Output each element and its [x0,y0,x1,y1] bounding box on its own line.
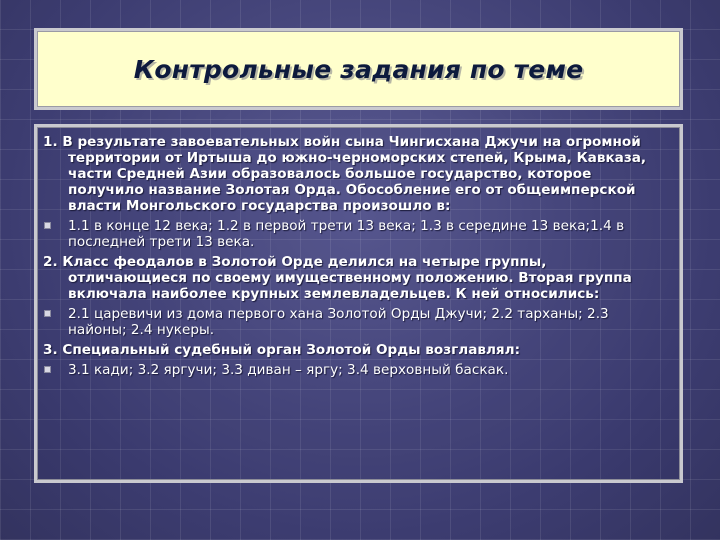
content-box [34,124,683,483]
answer-options-2 [43,306,670,338]
answer-text-2: 2.1 царевичи из дома первого хана Золотой Орды Джучи; 2.2 тарханы; 2.3 найоны; 2.4 нукеры. [68,306,609,338]
answer-text-3: 3.1 кади; 3.2 яргучи; 3.3 диван – яргу; 3.4 верховный баскак. [68,362,509,378]
square-bullet-icon [44,310,51,317]
answer-options-3 [43,362,670,378]
question-2: 2. Класс феодалов в Золотой Орде делился на четыре группы, отличающиеся по своему имущественному положению. Вторая группа включала наиболее крупных землевладельцев. К ней относились: [43,254,632,302]
answer-options-1 [43,218,670,250]
question-3: 3. Специальный судебный орган Золотой Орды возглавлял: [43,342,521,358]
square-bullet-icon [44,222,51,229]
question-1: 1. В результате завоевательных войн сына Чингисхана Джучи на огромной территории от Иртыша до южно-черноморских степей, Крыма, Кавказа, части Средней Азии образовалось большое государство, которое получило название Золотая Орда. Обособление его от общеимперской власти Монгольского государства произошло в: [43,134,647,214]
answer-text-1: 1.1 в конце 12 века; 1.2 в первой трети 13 века; 1.3 в середине 13 века;1.4 в последней трети 13 века. [68,218,625,250]
title-box [34,28,683,110]
slide-title: Контрольные задания по теме [133,54,584,84]
square-bullet-icon [44,366,51,373]
